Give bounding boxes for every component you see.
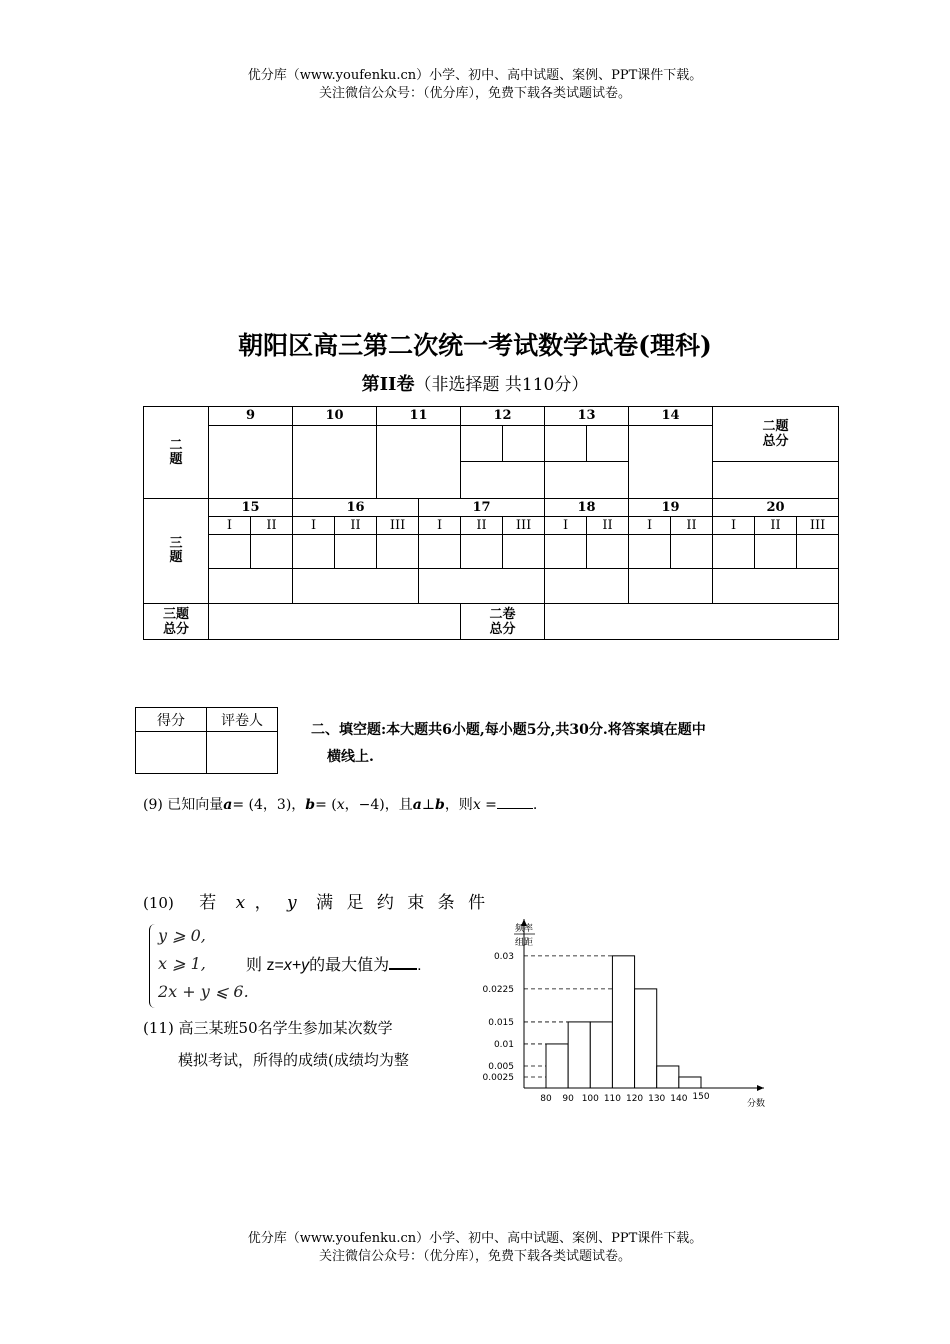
page-subtitle	[0, 370, 950, 396]
y-tick-label: 0.01	[493, 1039, 514, 1050]
q10-number: (10)	[143, 894, 174, 912]
q9-text-1: 已知向量	[167, 797, 224, 813]
y-label-bottom: 组距	[514, 938, 534, 948]
q9-text-6: =	[480, 797, 497, 813]
part-score-cell[interactable]	[293, 535, 335, 569]
x-tick-label: 80	[540, 1094, 552, 1104]
q20-total-cell[interactable]	[713, 569, 839, 604]
q9-vector-b: b	[305, 797, 316, 813]
q9-perp-b: b	[435, 797, 445, 813]
q10-ask-suffix: 的最大值为	[309, 957, 390, 974]
header-line-2: 关注微信公众号：（优分库），免费下载各类试题试卷。	[318, 86, 631, 101]
grader-label: 评卷人	[207, 708, 278, 732]
q10-score-cell[interactable]	[293, 426, 377, 499]
section2-total-label: 二题 总分	[713, 407, 839, 462]
q9-answer-blank[interactable]	[497, 795, 533, 809]
q11-score-cell[interactable]	[377, 426, 461, 499]
x-tick-label: 100	[581, 1094, 599, 1104]
x-axis-label: 分数	[746, 1099, 766, 1109]
q14-header: 14	[629, 407, 713, 426]
part-label: I	[209, 517, 251, 535]
subtitle-note: （非选择题 共110分）	[414, 375, 589, 395]
q10-answer-blank[interactable]	[389, 956, 417, 970]
x-axis-arrow	[757, 1085, 764, 1091]
q9-perp-a: a	[412, 797, 422, 813]
x-tick-label: 140	[670, 1094, 688, 1104]
part-score-cell[interactable]	[797, 535, 839, 569]
part-score-cell[interactable]	[755, 535, 797, 569]
q10-word: x	[235, 893, 246, 913]
grader-entry-cell[interactable]	[207, 732, 278, 774]
histogram-bar	[657, 1066, 679, 1088]
section-heading-line-1: 二、填空题:本大题共6小题,每小题5分,共30分.将答案填在题中	[311, 722, 706, 738]
q9-header: 9	[209, 407, 293, 426]
part-score-cell[interactable]	[335, 535, 377, 569]
y-label-top: 频率	[514, 924, 534, 934]
q9-number: (9)	[143, 797, 163, 813]
histogram-bar	[679, 1077, 701, 1088]
header-line-1: 优分库（www.youfenku.cn）小学、初中、高中试题、案例、PPT课件下载。	[247, 68, 703, 83]
part-label: II	[755, 517, 797, 535]
x-tick-label: 110	[603, 1094, 622, 1104]
part-label: I	[419, 517, 461, 535]
q13-score-cell-b[interactable]	[587, 426, 629, 462]
footer-line-1: 优分库（www.youfenku.cn）小学、初中、高中试题、案例、PPT课件下载。	[247, 1231, 703, 1246]
q10-question	[246, 956, 422, 976]
part-score-cell[interactable]	[713, 535, 755, 569]
part-label: II	[335, 517, 377, 535]
score-entry-cell[interactable]	[136, 732, 207, 774]
q10-word: 满	[316, 893, 334, 913]
histogram-bar	[546, 1044, 568, 1088]
part-label: I	[545, 517, 587, 535]
q9-score-cell[interactable]	[209, 426, 293, 499]
q17-header: 17	[419, 499, 545, 517]
x-tick-label: 150	[692, 1092, 710, 1102]
q10-word: 件	[468, 893, 486, 913]
q9-text-4: ，−4)，且	[344, 797, 413, 813]
q9-end: .	[532, 797, 538, 813]
constraint-1: y ⩾ 0,	[158, 926, 206, 945]
q9-text-3: = (	[315, 797, 337, 813]
paper2-total-label: 二卷 总分	[461, 604, 545, 640]
q18-header: 18	[545, 499, 629, 517]
grader-box	[135, 707, 278, 774]
q12-header: 12	[461, 407, 545, 426]
q15-total-cell[interactable]	[209, 569, 293, 604]
part-score-cell[interactable]	[545, 535, 587, 569]
q17-total-cell[interactable]	[419, 569, 545, 604]
part-label: I	[293, 517, 335, 535]
q16-total-cell[interactable]	[293, 569, 419, 604]
section2-label: 二 题	[144, 407, 209, 499]
q20-header: 20	[713, 499, 839, 517]
histogram-bar	[590, 1022, 612, 1088]
q10-word: 条	[437, 893, 455, 913]
part-label: I	[629, 517, 671, 535]
section3-label: 三 题	[144, 499, 209, 604]
part-score-cell[interactable]	[251, 535, 293, 569]
x-tick-label: 130	[648, 1094, 666, 1104]
q9-vector-a: a	[223, 797, 233, 813]
histogram-bar	[612, 956, 634, 1088]
section-heading-line-2: 横线上.	[327, 749, 374, 765]
page-title: 朝阳区高三第二次统一考试数学试卷(理科)	[238, 331, 712, 360]
q11-header: 11	[377, 407, 461, 426]
y-tick-label: 0.015	[488, 1017, 514, 1028]
section2-total-cell[interactable]	[713, 462, 839, 499]
part-score-cell[interactable]	[503, 535, 545, 569]
q13-score-cell-a[interactable]	[545, 426, 587, 462]
part-label: I	[713, 517, 755, 535]
q15-header: 15	[209, 499, 293, 517]
q9-var-x2: x	[472, 797, 481, 813]
part-score-cell[interactable]	[587, 535, 629, 569]
x-tick-label: 120	[625, 1094, 644, 1104]
q11-line-1: (11) 高三某班50名学生参加某次数学	[143, 1019, 393, 1037]
q10-word: y	[287, 893, 297, 913]
q10-ask-expr: x+y	[283, 957, 310, 974]
part-label: III	[377, 517, 419, 535]
constraint-3: 2x + y ⩽ 6.	[158, 982, 249, 1001]
q9-text-2: = (4，3)，	[232, 797, 306, 813]
part-score-cell[interactable]	[209, 535, 251, 569]
q10-word: 约	[376, 893, 394, 913]
question-9	[143, 795, 537, 815]
question-10-intro	[143, 893, 485, 913]
y-tick-label: 0.0225	[482, 984, 514, 995]
system-brace	[149, 924, 156, 1008]
q10-ask-prefix: 则 z=	[246, 957, 284, 974]
q9-text-5: ，则	[444, 797, 473, 813]
part-label: II	[587, 517, 629, 535]
part-label: III	[503, 517, 545, 535]
y-tick-label: 0.005	[488, 1061, 514, 1072]
x-tick-label: 90	[562, 1094, 574, 1104]
q10-word: 若	[199, 893, 217, 913]
part-label: III	[797, 517, 839, 535]
q10-header: 10	[293, 407, 377, 426]
section3-total-label: 三题 总分	[144, 604, 209, 640]
constraint-system	[158, 922, 249, 1006]
footer-line-2: 关注微信公众号：（优分库），免费下载各类试题试卷。	[318, 1249, 631, 1264]
score-label: 得分	[136, 708, 207, 732]
constraint-2: x ⩾ 1,	[158, 954, 206, 973]
part-score-cell[interactable]	[377, 535, 419, 569]
q16-header: 16	[293, 499, 419, 517]
histogram-chart	[476, 915, 776, 1120]
q12-total-cell[interactable]	[461, 462, 545, 499]
part-label: II	[671, 517, 713, 535]
q14-score-cell[interactable]	[629, 426, 713, 499]
part-label: II	[461, 517, 503, 535]
q9-var-x: x	[336, 797, 345, 813]
q12-score-cell-a[interactable]	[461, 426, 503, 462]
subtitle-part: 第II卷	[361, 374, 415, 395]
q18-total-cell[interactable]	[545, 569, 629, 604]
q10-end: .	[417, 957, 422, 974]
histogram-bar	[635, 989, 657, 1088]
q13-header: 13	[545, 407, 629, 426]
y-tick-label: 0.03	[493, 951, 514, 962]
q9-perp-symbol: ⊥	[421, 797, 436, 813]
part-score-cell[interactable]	[671, 535, 713, 569]
q10-word: 束	[407, 893, 425, 913]
part-label: II	[251, 517, 293, 535]
histogram-bar	[568, 1022, 590, 1088]
paper2-total-cell[interactable]	[545, 604, 839, 640]
q11-line-2: 模拟考试，所得的成绩(成绩均为整	[178, 1051, 409, 1069]
q19-total-cell[interactable]	[629, 569, 713, 604]
q10-word: 足	[346, 893, 364, 913]
part-score-cell[interactable]	[629, 535, 671, 569]
score-table	[143, 406, 839, 640]
y-tick-label: 0.0025	[482, 1072, 514, 1083]
q13-total-cell[interactable]	[545, 462, 629, 499]
part-score-cell[interactable]	[461, 535, 503, 569]
q12-score-cell-b[interactable]	[503, 426, 545, 462]
q10-word: ，	[254, 893, 272, 913]
section3-total-cell[interactable]	[209, 604, 461, 640]
q19-header: 19	[629, 499, 713, 517]
part-score-cell[interactable]	[419, 535, 461, 569]
